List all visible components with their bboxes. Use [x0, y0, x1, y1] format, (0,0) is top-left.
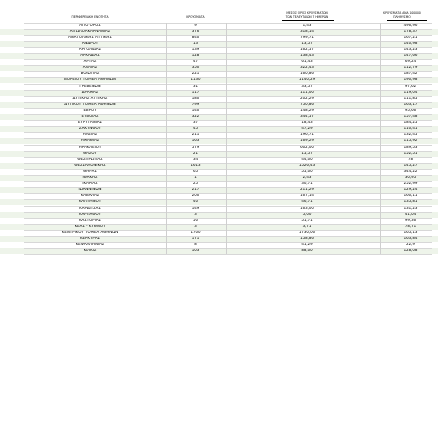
per100k-cell: 160,11: [403, 193, 418, 199]
row-divider: [24, 181, 432, 182]
region-cell: ΔΥΤΙΚΟΥ ΤΟΜΕΑ ΑΘΗΝΩΝ: [64, 101, 116, 107]
region-cell: ΚΑΣΤΟΡΙΑΣ: [78, 217, 102, 223]
region-cell: ΔΥΤΙΚΗΣ ΑΤΤΙΚΗΣ: [72, 95, 108, 101]
avg-cell: 602,00: [300, 144, 314, 150]
cases-cell: 799: [191, 101, 200, 107]
avg-cell: 148,29: [300, 107, 314, 113]
column-divider: [380, 23, 381, 255]
cases-cell: 140: [191, 107, 200, 113]
avg-cell: 167,14: [300, 193, 314, 199]
cases-cell: 21: [192, 150, 199, 156]
region-cell: ΕΥΒΟΙΑΣ: [81, 114, 99, 119]
region-cell: ΙΩΑΝΝΙΝΩΝ: [78, 187, 102, 193]
row-divider: [24, 59, 432, 60]
cases-cell: 103: [191, 248, 200, 254]
avg-cell: 111,00: [300, 89, 314, 95]
row-divider: [24, 114, 432, 115]
region-cell: ΙΚΑΡΙΑΣ: [82, 181, 98, 187]
per100k-cell: 128,08: [403, 248, 418, 254]
row-divider: [24, 29, 432, 30]
cases-cell: 45: [192, 126, 199, 132]
header-cases: ΚΡΟΥΣΜΑΤΑ: [186, 15, 205, 20]
row-divider: [24, 163, 432, 164]
region-cell: ΗΜΑΘΙΑΣ: [80, 138, 100, 144]
avg-cell: 162,57: [300, 46, 314, 52]
row-divider: [24, 71, 432, 72]
cases-cell: 579: [191, 144, 200, 150]
per100k-cell: 152,51: [403, 150, 418, 156]
avg-cell: 169,29: [300, 138, 314, 144]
cases-cell: 163: [191, 138, 200, 144]
avg-cell: 47,29: [301, 126, 313, 132]
row-divider: [24, 41, 432, 42]
per100k-cell: 184,25: [403, 120, 418, 126]
row-divider: [24, 212, 432, 213]
avg-cell: 158,86: [300, 236, 314, 241]
cases-cell: 171: [191, 236, 200, 241]
cases-cell: 376: [191, 28, 200, 34]
column-divider: [226, 23, 227, 255]
cases-cell: 149: [191, 205, 200, 211]
avg-cell: 44,00: [301, 156, 313, 162]
header-per-100k: [372, 11, 432, 19]
avg-cell: 196,71: [300, 132, 314, 138]
avg-cell: 318,14: [300, 28, 314, 34]
avg-cell: 1526,43: [298, 162, 316, 168]
region-cell: ΚΑΛΥΜΝΟΥ: [78, 199, 102, 205]
region-cell: ΑΡΚΑΔΙΑΣ: [80, 53, 100, 58]
row-divider: [24, 138, 432, 139]
row-divider: [24, 23, 432, 24]
region-cell: ΚΕΦΑΛΛΗΝΙΑΣ: [75, 242, 105, 248]
cases-cell: 139: [191, 46, 200, 52]
cases-cell: 9: [194, 22, 197, 28]
per100k-cell: 129,24: [403, 187, 418, 193]
per100k-cell: 22,9: [406, 242, 415, 248]
per100k-cell: 131,23: [403, 205, 418, 211]
region-cell: ΚΕΝΤΡΙΚΟΥ ΤΟΜΕΑ ΑΘΗΝΩΝ: [61, 229, 119, 235]
row-divider: [24, 53, 432, 54]
row-divider: [24, 248, 432, 249]
per100k-cell: 163,17: [403, 101, 418, 107]
per100k-cell: 165,13: [403, 229, 418, 235]
region-cell: ΘΕΣΣΑΛΟΝΙΚΗΣ: [74, 162, 106, 168]
region-cell: ΘΑΣΟΥ: [83, 150, 97, 156]
row-divider: [24, 47, 432, 48]
avg-cell: 322,43: [300, 65, 314, 71]
row-divider: [24, 254, 432, 255]
avg-cell: 160,86: [300, 71, 314, 77]
row-divider: [24, 224, 432, 225]
column-divider: [166, 23, 167, 255]
avg-cell: 41,29: [301, 242, 313, 248]
avg-cell: 750,86: [300, 101, 314, 107]
region-cell: ΚΙΛΚΙΣ: [83, 248, 97, 254]
row-divider: [24, 199, 432, 200]
row-divider: [24, 187, 432, 188]
cases-cell: 221: [191, 71, 200, 77]
per100k-cell: 167,21: [403, 34, 418, 40]
region-cell: ΑΝΑΤΟΛΙΚΗΣ ΑΤΤΙΚΗΣ: [68, 34, 112, 40]
avg-cell: 1140,29: [298, 77, 316, 83]
cases-cell: 37: [192, 120, 199, 126]
avg-cell: 13,57: [301, 40, 313, 46]
per100k-cell: 496,96: [403, 22, 418, 28]
per100k-cell: 115,92: [403, 138, 418, 144]
row-divider: [24, 108, 432, 109]
region-cell: ΒΟΡΕΙΟΥ ΤΟΜΕΑ ΑΘΗΝΩΝ: [64, 77, 116, 83]
per100k-cell: 145,27: [403, 162, 418, 168]
per100k-cell: 112,79: [403, 65, 418, 71]
per100k-cell: 252,99: [403, 181, 418, 187]
avg-cell: 2,43: [302, 175, 312, 180]
avg-cell: 55,00: [301, 168, 313, 174]
row-divider: [24, 193, 432, 194]
row-divider: [24, 236, 432, 237]
per100k-cell: 97,62: [404, 83, 417, 89]
region-cell: ΚΑΡΔΙΤΣΑΣ: [79, 205, 101, 211]
cases-cell: 128: [191, 53, 200, 58]
cases-cell: 65: [192, 168, 199, 174]
row-divider: [24, 206, 432, 207]
row-divider: [24, 84, 432, 85]
cases-cell: 31: [192, 83, 199, 89]
per100k-cell: 344,22: [403, 168, 418, 174]
row-divider: [24, 35, 432, 36]
per100k-cell: 111,85: [403, 95, 418, 101]
row-divider: [24, 90, 432, 91]
per100k-cell: 135,81: [403, 199, 418, 205]
row-divider: [24, 126, 432, 127]
region-cell: ΖΑΚΥΝΘΟΥ: [79, 126, 101, 132]
avg-cell: 211,29: [300, 187, 314, 193]
region-cell: ΙΘΑΚΗΣ: [82, 175, 98, 180]
row-divider: [24, 242, 432, 243]
header-avg-line2: ΤΩΝ ΤΕΛΕΥΤΑΙΩΝ 7 ΗΜΕΡΩΝ: [285, 15, 329, 20]
avg-cell: 202,29: [300, 95, 314, 101]
region-cell: ΑΙΤΩΛΟΑΚΑΡΝΑΝΙΑΣ: [69, 28, 111, 34]
cases-cell: 3: [194, 211, 197, 217]
avg-cell: 88,00: [301, 248, 313, 254]
cases-cell: 47: [192, 59, 199, 65]
cases-cell: 25: [192, 181, 199, 187]
row-divider: [24, 132, 432, 133]
per100k-cell: 95,66: [404, 107, 417, 113]
row-divider: [24, 120, 432, 121]
row-divider: [24, 151, 432, 152]
cases-cell: 200: [191, 193, 200, 199]
region-cell: ΑΡΤΑΣ: [83, 59, 97, 65]
region-cell: ΕΥΡΥΤΑΝΙΑΣ: [77, 120, 103, 126]
avg-cell: 15,57: [301, 150, 313, 156]
per100k-cell: 190,98: [403, 77, 418, 83]
per100k-cell: 143,23: [403, 46, 418, 52]
row-divider: [24, 218, 432, 219]
avg-cell: 5,00: [302, 211, 312, 217]
region-cell: ΑΝΔΡΟΥ: [81, 40, 99, 46]
avg-cell: 1,43: [302, 22, 312, 28]
row-divider: [24, 96, 432, 97]
cases-cell: 350: [191, 65, 200, 71]
cases-cell: 217: [191, 187, 200, 193]
row-divider: [24, 230, 432, 231]
cases-cell: 40: [192, 199, 199, 205]
cases-cell: 117: [191, 89, 200, 95]
row-divider: [24, 169, 432, 170]
row-divider: [24, 65, 432, 66]
per100k-cell: 189,53: [403, 144, 418, 150]
cases-cell: 211: [191, 132, 200, 138]
header-region: ΠΕΡΙΦΕΡΕΙΑΚΗ ΕΝΟΤΗΤΑ: [71, 15, 109, 20]
per100k-cell: 163,84: [403, 236, 418, 241]
cases-cell: 34: [192, 156, 199, 162]
avg-cell: 51,71: [301, 217, 313, 223]
per100k-cell: 30,95: [404, 175, 417, 180]
cases-cell: 1: [194, 175, 197, 180]
avg-cell: 46,71: [301, 199, 313, 205]
cases-cell: 50: [192, 217, 199, 223]
header-avg-7-days: [242, 11, 372, 19]
avg-cell: 344,57: [300, 114, 314, 119]
avg-cell: 18,43: [301, 120, 313, 126]
avg-cell: 3,71: [302, 223, 312, 229]
header-avg-line1: ΜΕΣΟΣ ΟΡΟΣ ΚΡΟΥΣΜΑΤΩΝ: [286, 11, 328, 16]
header-per100k-underline: [387, 20, 427, 21]
cases-cell: 1700: [190, 229, 201, 235]
per100k-cell: 78: [407, 156, 414, 162]
region-cell: ΚΕΑΣ - ΚΥΘΝΟΥ: [74, 223, 106, 229]
row-divider: [24, 102, 432, 103]
per100k-cell: 41,04: [404, 211, 417, 217]
avg-cell: 61,43: [301, 59, 313, 65]
region-cell: ΚΑΒΑΛΑΣ: [80, 193, 100, 199]
cases-cell: 3: [194, 223, 197, 229]
cases-cell: 13: [192, 40, 199, 46]
cases-cell: 180: [191, 95, 200, 101]
header-per100k-line1: ΚΡΟΥΣΜΑΤΑ ΑΝΑ 100000: [383, 11, 421, 16]
per100k-cell: 187,42: [403, 71, 418, 77]
avg-cell: 799,71: [300, 34, 314, 40]
per100k-cell: 140,98: [403, 40, 418, 46]
row-divider: [24, 157, 432, 158]
per100k-cell: 69,24: [404, 59, 417, 65]
per100k-cell: 132,45: [403, 132, 418, 138]
per100k-cell: 78,71: [404, 223, 417, 229]
row-divider: [24, 77, 432, 78]
region-cell: ΘΕΣΠΡΩΤΙΑΣ: [77, 156, 103, 162]
avg-cell: 163,00: [300, 205, 314, 211]
per100k-cell: 110,41: [403, 126, 418, 132]
per100k-cell: 119,04: [403, 89, 418, 95]
per100k-cell: 157,48: [403, 114, 418, 119]
cases-cell: 322: [191, 114, 200, 119]
cases-cell: 1613: [190, 162, 201, 168]
cases-cell: 8: [194, 242, 197, 248]
region-cell: ΗΡΑΚΛΕΙΟΥ: [78, 144, 102, 150]
region-cell: ΚΑΡΠΑΘΟΥ: [79, 211, 101, 217]
per100k-cell: 147,66: [403, 53, 418, 58]
region-cell: ΑΧΑΪΑΣ: [82, 65, 98, 71]
avg-cell: 30,71: [301, 181, 313, 187]
avg-cell: 1730,00: [298, 229, 316, 235]
region-cell: ΚΕΡΚΥΡΑΣ: [79, 236, 101, 241]
header-avg-underline: [282, 20, 334, 21]
avg-cell: 33,57: [301, 83, 313, 89]
region-cell: ΕΒΡΟΥ: [83, 107, 97, 113]
cases-cell: 1130: [190, 77, 201, 83]
header-per100k-line2: ΠΛΗΘΥΣΜΟ: [393, 15, 411, 20]
avg-cell: 138,43: [300, 53, 314, 58]
cases-cell: 840: [191, 34, 200, 40]
region-cell: ΑΡΓΟΛΙΔΑΣ: [78, 46, 102, 52]
region-cell: ΒΟΙΩΤΙΑΣ: [80, 71, 100, 77]
per100k-cell: 99,36: [404, 217, 417, 223]
region-cell: ΔΡΑΜΑΣ: [81, 89, 99, 95]
row-divider: [24, 145, 432, 146]
region-cell: ΘΗΡΑΣ: [83, 168, 97, 174]
region-cell: ΗΛΕΙΑΣ: [82, 132, 98, 138]
region-cell: ΓΡΕΒΕΝΩΝ: [79, 83, 101, 89]
per100k-cell: 178,37: [403, 28, 418, 34]
row-divider: [24, 175, 432, 176]
region-cell: ΑΓΙΟ ΟΡΟΣ: [79, 22, 101, 28]
